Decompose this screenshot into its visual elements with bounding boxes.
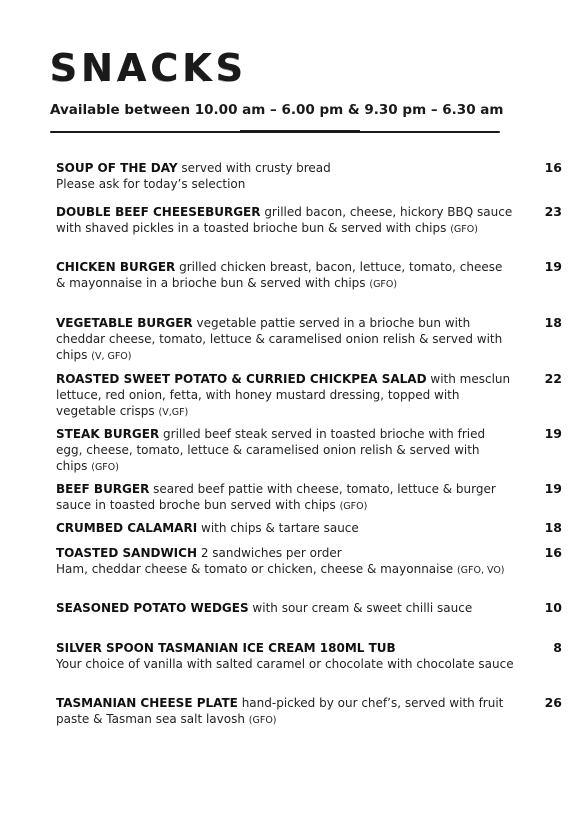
- menu-item: [56, 315, 564, 365]
- menu-item-description: [56, 204, 514, 238]
- menu-item-description: [56, 640, 514, 672]
- menu-item: [56, 520, 564, 536]
- menu-item-description: [56, 520, 514, 536]
- menu-item: [56, 545, 564, 579]
- menu-item-detail: with mesclun lettuce, red onion, fetta, with honey mustard dressing, topped with vegetable crisps: [56, 372, 511, 418]
- menu-item-name: SILVER SPOON TASMANIAN ICE CREAM 180ML TUB: [56, 641, 396, 655]
- availability-hours: Available between 10.00 am – 6.00 pm & 9.30 pm – 6.30 am: [50, 102, 504, 118]
- menu-item-name: SOUP OF THE DAY: [56, 161, 178, 175]
- menu-item-price: 23: [544, 204, 562, 219]
- dietary-note: (GFO): [450, 224, 478, 235]
- dietary-note: (V, GFO): [91, 351, 132, 362]
- menu-item-description: [56, 371, 514, 421]
- dietary-note: (GFO, VO): [456, 565, 505, 576]
- menu-item: [56, 259, 564, 293]
- menu-item-description: [56, 160, 514, 192]
- menu-item-detail: vegetable pattie served in a brioche bun with cheddar cheese, tomato, lettuce & caramelised onion relish & served with chips: [56, 316, 503, 362]
- menu-item-name: VEGETABLE BURGER: [56, 316, 193, 330]
- menu-item-detail: served with crusty bread: [177, 161, 331, 175]
- menu-item-name: BEEF BURGER: [56, 482, 150, 496]
- menu-item-extra: Ham, cheddar cheese & tomato or chicken, cheese & mayonnaise: [56, 562, 457, 576]
- menu-item-description: [56, 426, 514, 476]
- menu-item-price: 19: [544, 481, 562, 496]
- menu-item-name: CHICKEN BURGER: [56, 260, 176, 274]
- menu-item: [56, 371, 564, 421]
- menu-item: [56, 204, 564, 238]
- menu-item: [56, 600, 564, 616]
- menu-item-price: 10: [544, 600, 562, 615]
- menu-item-name: TOASTED SANDWICH: [56, 546, 197, 560]
- menu-item-detail: with chips & tartare sauce: [197, 521, 359, 535]
- menu-item-price: 18: [544, 520, 562, 535]
- menu-item-detail: 2 sandwiches per order: [197, 546, 342, 560]
- menu-item-description: [56, 481, 514, 515]
- menu-item-price: 19: [544, 426, 562, 441]
- menu-item-detail: with sour cream & sweet chilli sauce: [248, 601, 473, 615]
- menu-item-price: 16: [544, 545, 562, 560]
- dietary-note: (V,GF): [158, 407, 189, 418]
- menu-item-detail: grilled beef steak served in toasted brioche with fried egg, cheese, tomato, lettuce & caramelised onion relish & served with chips: [56, 427, 486, 473]
- menu-item-name: STEAK BURGER: [56, 427, 160, 441]
- dietary-note: (GFO): [248, 715, 277, 726]
- menu-item-detail: grilled bacon, cheese, hickory BBQ sauce with shaved pickles in a toasted brioche bun & served with chips: [56, 205, 513, 235]
- menu-item-price: 18: [544, 315, 562, 330]
- menu-item-name: TASMANIAN CHEESE PLATE: [56, 696, 238, 710]
- dietary-note: (GFO): [369, 279, 398, 290]
- menu-item-name: CRUMBED CALAMARI: [56, 521, 198, 535]
- menu-item-description: [56, 695, 514, 729]
- menu-item-price: 26: [544, 695, 562, 710]
- menu-item: [56, 695, 564, 729]
- page-title: SNACKS: [50, 46, 248, 90]
- menu-item-extra: Please ask for today’s selection: [56, 177, 246, 191]
- menu-item-name: SEASONED POTATO WEDGES: [56, 601, 249, 615]
- menu-item-extra: Your choice of vanilla with salted caramel or chocolate with chocolate sauce: [56, 657, 514, 671]
- dietary-note: (GFO): [91, 462, 119, 473]
- menu-item: [56, 426, 564, 476]
- menu-item: [56, 160, 564, 192]
- menu-item-detail: hand-picked by our chef’s, served with fruit paste & Tasman sea salt lavosh: [56, 696, 504, 726]
- menu-item: [56, 481, 564, 515]
- menu-item-name: ROASTED SWEET POTATO & CURRIED CHICKPEA SALAD: [56, 372, 427, 386]
- title-divider: [50, 131, 500, 133]
- menu-item-price: 22: [544, 371, 562, 386]
- menu-item-detail: seared beef pattie with cheese, tomato, lettuce & burger sauce in toasted broche bun served with chips: [56, 482, 496, 512]
- menu-item-description: [56, 545, 514, 579]
- menu-item-price: 16: [544, 160, 562, 175]
- menu-item-description: [56, 315, 514, 365]
- menu-item: [56, 640, 564, 672]
- dietary-note: (GFO): [339, 501, 368, 512]
- menu-item-description: [56, 600, 514, 616]
- menu-item-name: DOUBLE BEEF CHEESEBURGER: [56, 205, 261, 219]
- menu-item-detail: grilled chicken breast, bacon, lettuce, tomato, cheese & mayonnaise in a brioche bun & served with chips: [56, 260, 503, 290]
- menu-item-price: 19: [544, 259, 562, 274]
- menu-item-description: [56, 259, 514, 293]
- menu-item-price: 8: [553, 640, 562, 655]
- title-divider-accent: [240, 130, 360, 131]
